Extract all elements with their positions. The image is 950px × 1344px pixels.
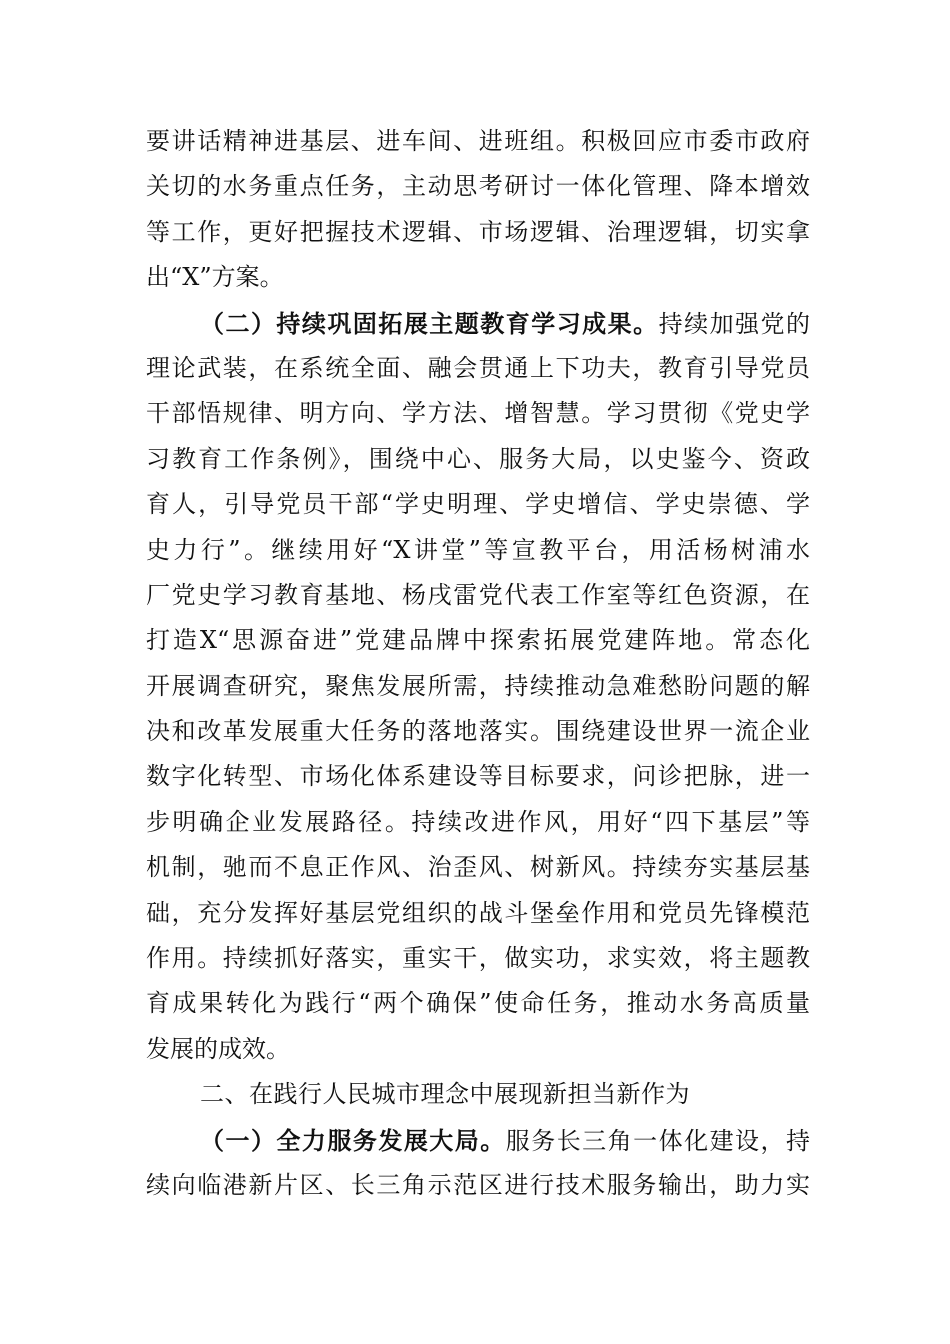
paragraph-line: 作用。持续抓好落实，重实干，做实功，求实效，将主题教	[146, 944, 810, 973]
section-lead-line	[146, 301, 810, 346]
paragraph-line: 关切的水务重点任务，主动思考研讨一体化管理、降本增效	[146, 172, 810, 201]
paragraph-line: 出“X”方案。	[146, 263, 284, 292]
section-subheading: （二）持续巩固拓展主题教育学习成果。	[200, 308, 659, 338]
paragraph-line: 干部悟规律、明方向、学方法、增智慧。学习贯彻《党史学	[146, 399, 810, 428]
section-heading: 二、在践行人民城市理念中展现新担当新作为	[200, 1080, 690, 1109]
section-subheading: （一）全力服务发展大局。	[200, 1125, 506, 1155]
paragraph-line: 史力行”。继续用好“X讲堂”等宣教平台，用活杨树浦水	[146, 535, 810, 564]
paragraph-line: 育人，引导党员干部“学史明理、学史增信、学史崇德、学	[146, 490, 810, 519]
paragraph-line: 习教育工作条例》，围绕中心、服务大局，以史鉴今、资政	[146, 444, 810, 473]
paragraph-line: 发展的成效。	[146, 1034, 290, 1063]
paragraph-line: 开展调查研究，聚焦发展所需，持续推动急难愁盼问题的解	[146, 671, 810, 700]
paragraph-line: 厂党史学习教育基地、杨戌雷党代表工作室等红色资源，在	[146, 580, 810, 609]
paragraph-line: 等工作，更好把握技术逻辑、市场逻辑、治理逻辑，切实拿	[146, 217, 810, 246]
paragraph-line: 机制，驰而不息正作风、治歪风、树新风。持续夯实基层基	[146, 853, 810, 882]
paragraph-line: 打造X“思源奋进”党建品牌中探索拓展党建阵地。常态化	[146, 626, 810, 655]
paragraph-line: 决和改革发展重大任务的落地落实。围绕建设世界一流企业	[146, 717, 810, 746]
paragraph-line: 续向临港新片区、长三角示范区进行技术服务输出，助力实	[146, 1170, 810, 1199]
section-lead-line	[146, 1118, 810, 1163]
paragraph-line: 要讲话精神进基层、进车间、进班组。积极回应市委市政府	[146, 127, 810, 155]
section-lead-text: 服务长三角一体化建设，持	[505, 1126, 811, 1155]
paragraph-line: 础，充分发挥好基层党组织的战斗堡垒作用和党员先锋模范	[146, 898, 810, 927]
section-lead-text: 持续加强党的	[658, 309, 811, 338]
paragraph-line: 育成果转化为践行“两个确保”使命任务，推动水务高质量	[146, 989, 810, 1018]
paragraph-line: 步明确企业发展路径。持续改进作风，用好“四下基层”等	[146, 807, 810, 836]
paragraph-line: 数字化转型、市场化体系建设等目标要求，问诊把脉，进一	[146, 762, 810, 791]
paragraph-line: 理论武装，在系统全面、融会贯通上下功夫，教育引导党员	[146, 353, 810, 382]
document-body	[146, 119, 810, 1208]
